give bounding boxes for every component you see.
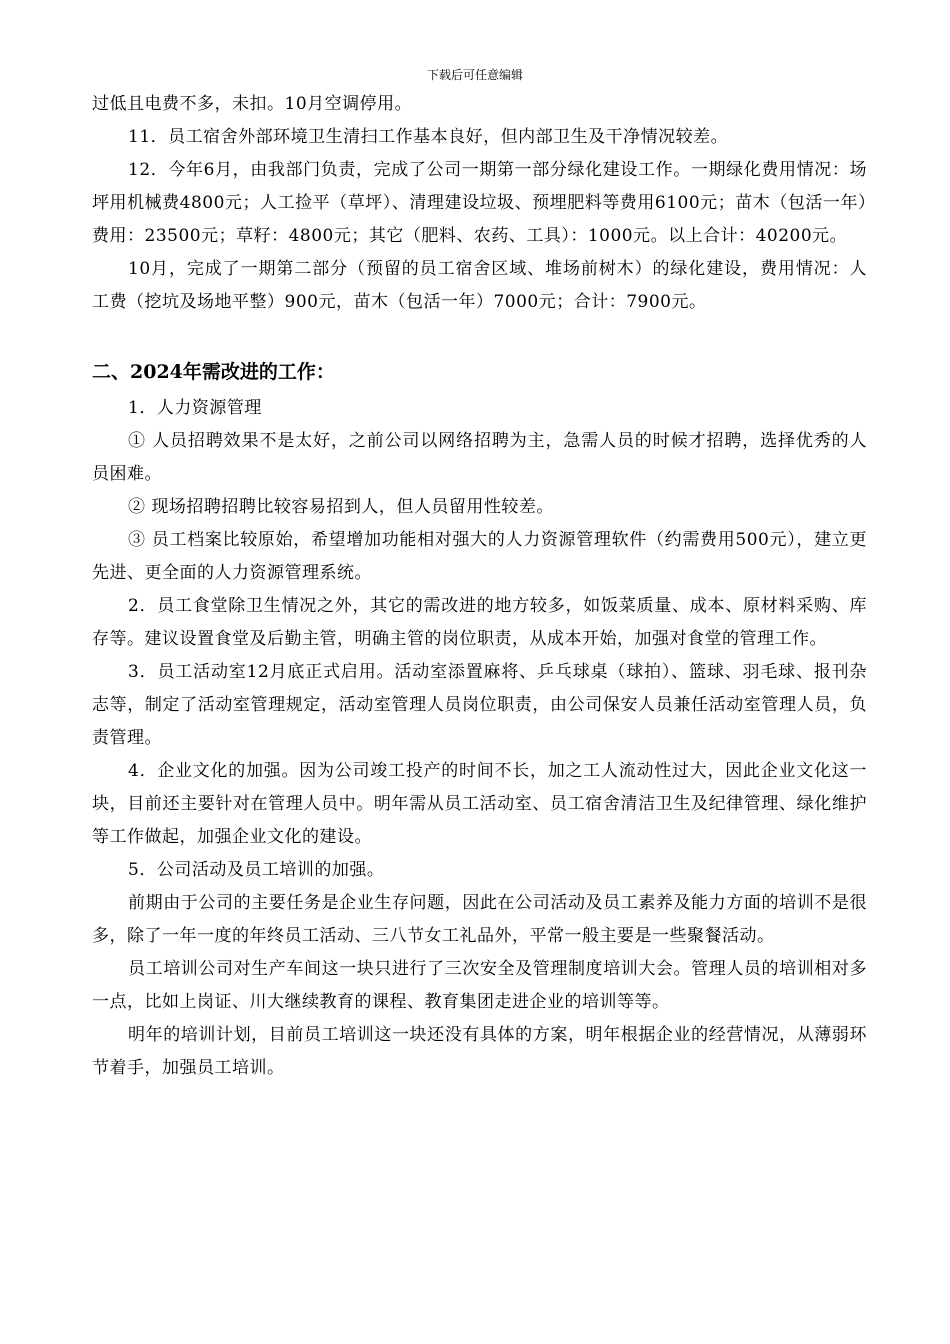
paragraph: 员工培训公司对生产车间这一块只进行了三次安全及管理制度培训大会。管理人员的培训相对多一点，比如上岗证、川大继续教育的课程、教育集团走进企业的培训等等。 xyxy=(92,959,867,1012)
paragraph: 前期由于公司的主要任务是企业生存问题，因此在公司活动及员工素养及能力方面的培训不是很多，除了一年一度的年终员工活动、三八节女工礼品外，平常一般主要是一些聚餐活动。 xyxy=(92,893,867,946)
paragraph: 11．员工宿舍外部环境卫生清扫工作基本良好，但内部卫生及干净情况较差。 xyxy=(128,127,729,147)
list-item: 1．人力资源管理 xyxy=(128,398,262,418)
document-body xyxy=(92,88,867,1085)
paragraph: 明年的培训计划，目前员工培训这一块还没有具体的方案，明年根据企业的经营情况，从薄弱环节着手，加强员工培训。 xyxy=(92,1025,867,1078)
paragraph: 10月，完成了一期第二部分（预留的员工宿舍区域、堆场前树木）的绿化建设，费用情况：人工费（挖坑及场地平整）900元，苗木（包活一年）7000元；合计：7900元。 xyxy=(92,259,867,312)
section-heading: 二、2024年需改进的工作： xyxy=(92,361,335,383)
paragraph: 过低且电费不多，未扣。10月空调停用。 xyxy=(92,94,413,114)
list-item: 4．企业文化的加强。因为公司竣工投产的时间不长，加之工人流动性过大，因此企业文化这一块，目前还主要针对在管理人员中。明年需从员工活动室、员工宿舍清洁卫生及纪律管理、绿化维护等工作做起，加强企业文化的建设。 xyxy=(92,761,867,847)
list-item: 2．员工食堂除卫生情况之外，其它的需改进的地方较多，如饭菜质量、成本、原材料采购、库存等。建议设置食堂及后勤主管，明确主管的岗位职责，从成本开始，加强对食堂的管理工作。 xyxy=(92,596,867,649)
list-item: ② 现场招聘招聘比较容易招到人，但人员留用性较差。 xyxy=(128,497,554,517)
page-header: 下载后可任意编辑 xyxy=(426,68,523,82)
list-item: ③ 员工档案比较原始，希望增加功能相对强大的人力资源管理软件（约需费用500元），建立更先进、更全面的人力资源管理系统。 xyxy=(92,530,867,583)
paragraph: 12．今年6月，由我部门负责，完成了公司一期第一部分绿化建设工作。一期绿化费用情况：场坪用机械费4800元；人工捡平（草坪）、清理建设垃圾、预埋肥料等费用6100元；苗木（包活一年）费用：23500元；草籽：4800元；其它（肥料、农药、工具）：1000元。以上合计：40200元。 xyxy=(92,160,867,246)
list-item: ① 人员招聘效果不是太好，之前公司以网络招聘为主，急需人员的时候才招聘，选择优秀的人员困难。 xyxy=(92,431,867,484)
list-item: 5．公司活动及员工培训的加强。 xyxy=(128,860,385,880)
list-item: 3．员工活动室12月底正式启用。活动室添置麻将、乒乓球桌（球拍）、篮球、羽毛球、报刊杂志等，制定了活动室管理规定，活动室管理人员岗位职责，由公司保安人员兼任活动室管理人员，负责管理。 xyxy=(92,662,867,748)
